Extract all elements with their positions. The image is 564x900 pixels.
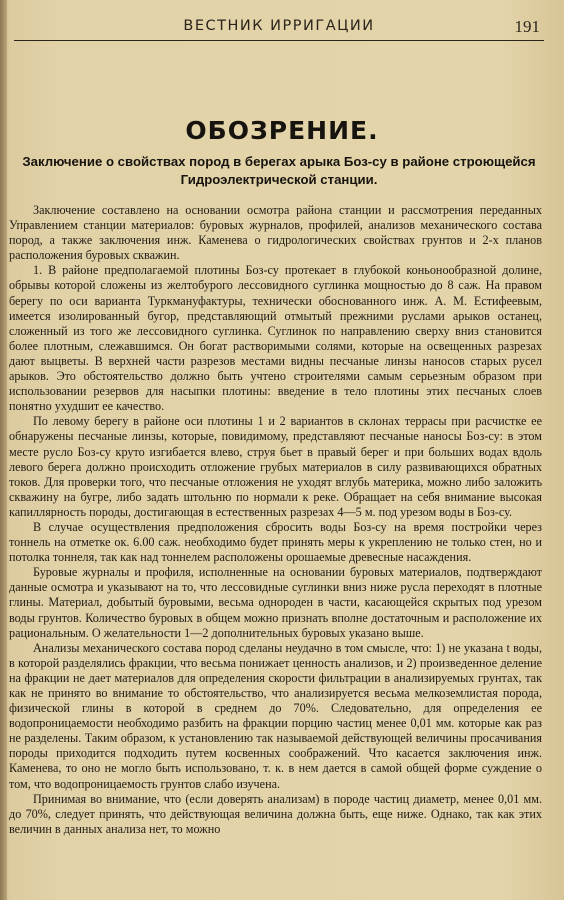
paragraph: В случае осуществления предположения сбросить воды Боз-су на время постройки через тоннель на отметке ок. 6.00 саж. необходимо будет принять меры к укреплению не только стен, но и потолка тоннеля, так как над тоннелем расположены орошаемые древесные насаждения.	[9, 519, 542, 565]
running-header	[14, 14, 544, 41]
paragraph: Анализы механического состава пород сделаны неудачно в том смысле, что: 1) не указана t воды, в которой разделялись фракции, что весьма понижает ценность анализов, и 2) произведенное деление на фракции не дает материалов для определения скорости фильтрации в анализируемых грунтах, так как не принято во внимание то обстоятельство, что анализируется весьма мелкоземлистая порода, физической глины в которой в среднем до 70%. Следовательно, для определения ее водопроницаемости необходимо разбить на фракции порцию частиц менее 0,01 мм. которые как раз не разделены. Таким образом, к установлению так называемой действующей величины просачивания породы приходится подходить путем косвенных соображений. Что касается заключения инж. Каменева, то оно не могло быть использовано, т. к. в нем дается в самой общей форме суждение о том, что водопроницаемость грунтов слабо изучена.	[9, 640, 542, 791]
paragraph: По левому берегу в районе оси плотины 1 и 2 вариантов в склонах террасы при расчистке ее обнаружены песчаные линзы, которые, повидимому, представляют песчаные наносы Боз-су: в этом месте русло Боз-су круто изгибается влево, струя бьет в правый берег и при больших водах вдоль левого берега должно происходить отложение грубых материалов в силу развивающихся обратных токов. Для проверки того, что песчаные отложения не уходят вглубь материка, можно либо заложить скважину на бугре, либо задать штольню по нормали к реке. Обращает на себя внимание высокая капиллярность породы, достигающая в естественных разрезах 4—5 м. под урезом воды в Боз-су.	[9, 414, 542, 519]
section-heading: ОБОЗРЕНИЕ.	[185, 116, 379, 145]
paragraph: Заключение составлено на основании осмотра района станции и рассмотрения переданных Управлением станции материалов: буровых журналов, профилей, анализов механического состава пород, а также заключения инж. Каменева о гидрологических свойствах грунтов и 2-х планов расположения буровых скважин.	[9, 203, 542, 263]
journal-title: ВЕСТНИК ИРРИГАЦИИ	[183, 18, 375, 34]
paragraph: 1. В районе предполагаемой плотины Боз-су протекает в глубокой коньонообразной долине, обрывы которой сложены из желтобурого лессовидного суглинка мощностью до 8 саж. На правом берегу по оси варианта Туркмануфактуры, технически обоснованного инж. А. М. Естифеевым, имеется изолированный бугор, представляющий отмытый прежними руслами арыков останец, сложенный из того же лессовидного суглинка. Суглинок по направлению сверху вниз становится более плотным, слежавшимся. Он богат растворимыми солями, которые на освещенных разрезах дают выцветы. В верхней части разрезов местами видны песчаные линзы наносов старых русел арыков. Это обстоятельство должно быть учтено строителями самым серьезным образом при использовании резервов для насыпки плотины: введение в тело плотины этих песчаных слоев понятно ухудшит ее качество.	[9, 263, 542, 414]
paragraph: Буровые журналы и профиля, исполненные на основании буровых материалов, подтверждают данные осмотра и указывают на то, что лессовидные суглинки вниз ниже русла переходят в плотные глины. Материал, добытый буровыми, весьма однороден в части, касающейся скрытых под урезом воды грунтов. Количество буровых в общем можно признать вполне достаточным и расположение их рациональным. О желательности 1—2 дополнительных буровых указано выше.	[9, 565, 542, 640]
article-body	[9, 203, 542, 837]
article-title: Заключение о свойствах пород в берегах арыка Боз-су в районе строющейся Гидроэлектрической станции.	[22, 154, 536, 187]
page-number: 191	[514, 17, 540, 36]
paragraph: Принимая во внимание, что (если доверять анализам) в породе частиц диаметр, менее 0,01 мм. до 70%, следует принять, что действующая величина должна быть, еще ниже. Однако, так как этих величин в данных анализа нет, то можно	[9, 791, 542, 836]
